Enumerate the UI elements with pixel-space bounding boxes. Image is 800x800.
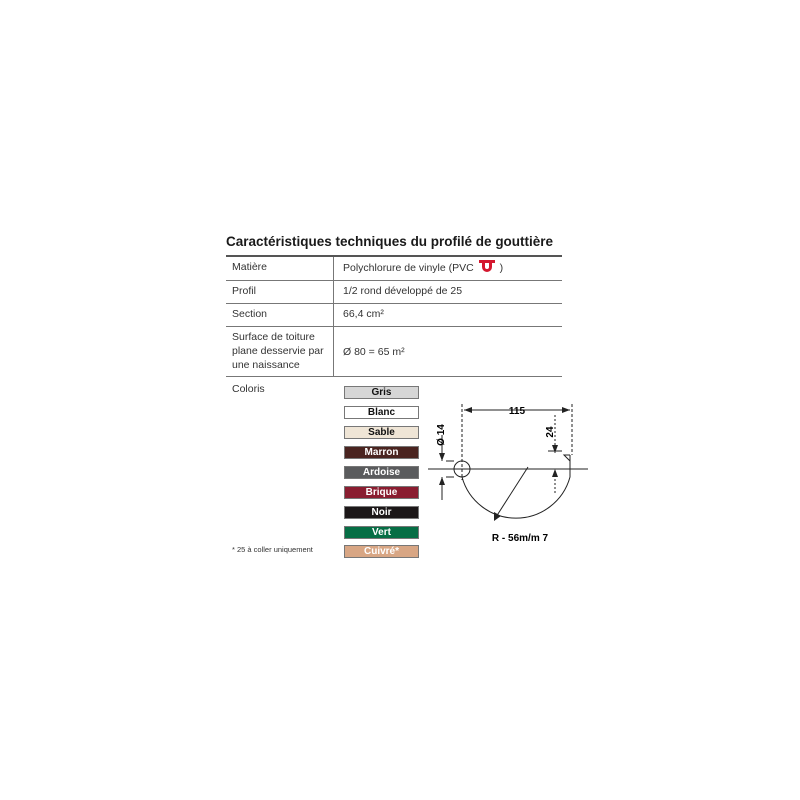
row-label-profil: Profil [232,285,256,297]
arrowhead [464,407,472,413]
arrowhead [562,407,570,413]
gutter-lip [564,455,570,461]
footnote: * 25 à coller uniquement [232,545,313,554]
page-title: Caractéristiques techniques du profilé de gouttière [226,234,554,249]
width-dimension-label: 115 [508,406,526,417]
row-divider [226,376,562,377]
row-label-section: Section [232,308,268,320]
nf-logo-icon [479,260,495,277]
color-swatch-blanc: Blanc [344,406,419,419]
diameter-dimension-label: Ø 14 [436,424,447,446]
arrowhead [552,469,558,477]
color-swatch-brique: Brique [344,486,419,499]
arrowhead [494,512,501,521]
row-value-surface: Ø 80 = 65 m² [343,346,405,358]
table-top-rule [226,255,562,257]
arrowhead [439,453,445,461]
row-divider [226,280,562,281]
color-swatch-cuivre: Cuivré* [344,545,419,558]
gutter-profile-diagram [420,395,600,555]
row-value-profil: 1/2 rond développé de 25 [343,285,463,297]
row-divider [226,326,562,327]
matiere-text: Polychlorure de vinyle (PVC [343,262,474,274]
color-swatch-gris: Gris [344,386,419,399]
color-swatch-vert: Vert [344,526,419,539]
radius-dimension-label: R - 56m/m 7 [491,533,549,544]
row-label-coloris: Coloris [232,383,265,395]
color-swatch-ardoise: Ardoise [344,466,419,479]
row-value-section: 66,4 cm² [343,308,384,320]
arrowhead [552,445,558,453]
color-swatch-noir: Noir [344,506,419,519]
row-value-matiere [343,260,503,277]
height-dimension-label: 24 [545,426,556,438]
arrowhead [439,477,445,485]
matiere-close: ) [499,262,504,274]
column-divider [333,257,334,376]
row-label-surface: Surface de toiture plane desservie par une naissance [232,331,324,371]
radius-arrow [496,467,528,517]
row-label-matiere: Matière [232,261,268,273]
color-swatch-marron: Marron [344,446,419,459]
row-divider [226,303,562,304]
color-swatch-sable: Sable [344,426,419,439]
